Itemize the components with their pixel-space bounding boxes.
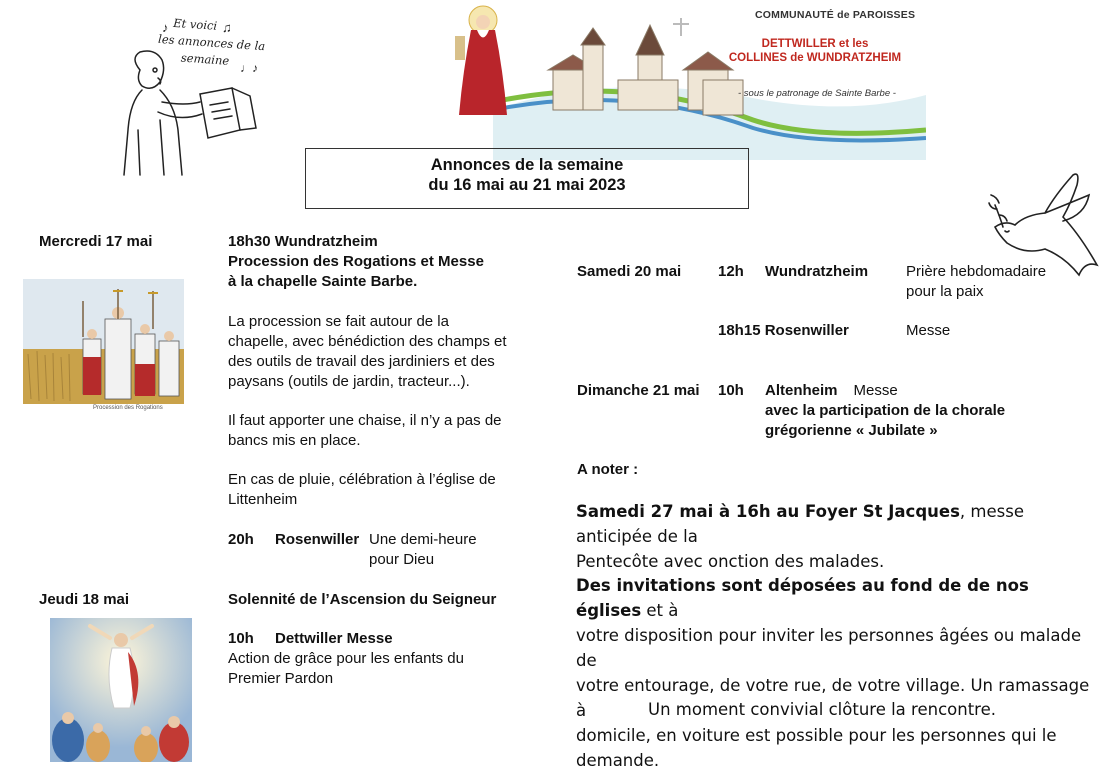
thu-desc: Action de grâce pour les enfants du Premier Pardon	[228, 650, 464, 687]
sun-block: Altenheim Messe avec la participation de la chorale grégorienne « Jubilate »	[765, 382, 1006, 439]
procession-drawing	[23, 279, 184, 412]
sun-day: Dimanche 21 mai	[577, 382, 700, 399]
parish-illustration	[433, 0, 926, 160]
sun-desc: Messe	[853, 382, 898, 399]
sat-time-place-2: 18h15 Rosenwiller	[718, 322, 849, 339]
thu-event: Solennité de l’Ascension du Seigneur	[228, 591, 497, 608]
svg-text:♩♪: ♩♪	[240, 61, 258, 75]
wed-evening-place: Rosenwiller	[275, 531, 360, 548]
note-1: Samedi 27 mai à 16h au Foyer St Jacques, messe anticipée de la Pentecôte avec onction des malades.	[576, 502, 1024, 571]
note-heading: A noter :	[577, 461, 639, 478]
note-2: Des invitations sont déposées au fond de de nos églises et à votre disposition pour inviter les personnes âgées ou malade de votre entourage, de votre rue, de votre village. Un ramassage à domicile, en voiture est possible pour les personnes qui le demande.	[576, 576, 1090, 770]
wed-block: 18h30 Wundratzheim Procession des Rogations et Messe à la chapelle Sainte Barbe. La procession se fait autour de la chapelle, avec bénédiction des champs et des outils de travail des jardiniers et des paysans (outils de jardin, tracteur...). Il faut apporter une chaise, il n’y a pas de bancs mis en place. En cas de pluie, célébration à l’église de Littenheim	[228, 233, 507, 508]
svg-text:♫: ♫	[222, 20, 232, 35]
sat-place-1: Wundratzheim	[765, 263, 869, 280]
thu-time: 10h	[228, 630, 254, 647]
svg-text:♪: ♪	[162, 20, 169, 35]
singer-drawing	[100, 10, 275, 180]
wed-evening-time: 20h	[228, 531, 254, 548]
singer-cartoon	[100, 10, 275, 180]
parish-banner	[433, 0, 926, 160]
page-title: Annonces de la semaine du 16 mai au 21 mai 2023	[305, 148, 749, 209]
sun-place: Altenheim	[765, 382, 838, 399]
banner-line-1: COMMUNAUTÉ de PAROISSES	[755, 9, 916, 21]
procession-image	[23, 279, 184, 412]
thu-place: Dettwiller Messe	[275, 630, 393, 647]
note-3: Un moment convivial clôture la rencontre.	[648, 700, 996, 719]
banner-line-3: - sous le patronage de Sainte Barbe -	[738, 88, 896, 99]
cartoon-caption: Et voici les annonces de la semaine	[157, 15, 266, 68]
procession-caption: Procession des Rogations	[93, 405, 163, 411]
sat-desc-2: Messe	[906, 322, 951, 339]
ascension-image	[50, 618, 192, 762]
wed-day: Mercredi 17 mai	[39, 233, 153, 250]
wed-evening-desc: Une demi-heure pour Dieu	[369, 531, 477, 568]
banner-line-2: DETTWILLER et les COLLINES de WUNDRATZHEIM	[728, 38, 902, 64]
sat-time-1: 12h	[718, 263, 744, 280]
sun-time: 10h	[718, 382, 744, 399]
thu-day: Jeudi 18 mai	[39, 591, 130, 608]
sat-desc-1: Prière hebdomadaire pour la paix	[906, 263, 1047, 300]
ascension-drawing	[50, 618, 192, 762]
sat-day: Samedi 20 mai	[577, 263, 682, 280]
